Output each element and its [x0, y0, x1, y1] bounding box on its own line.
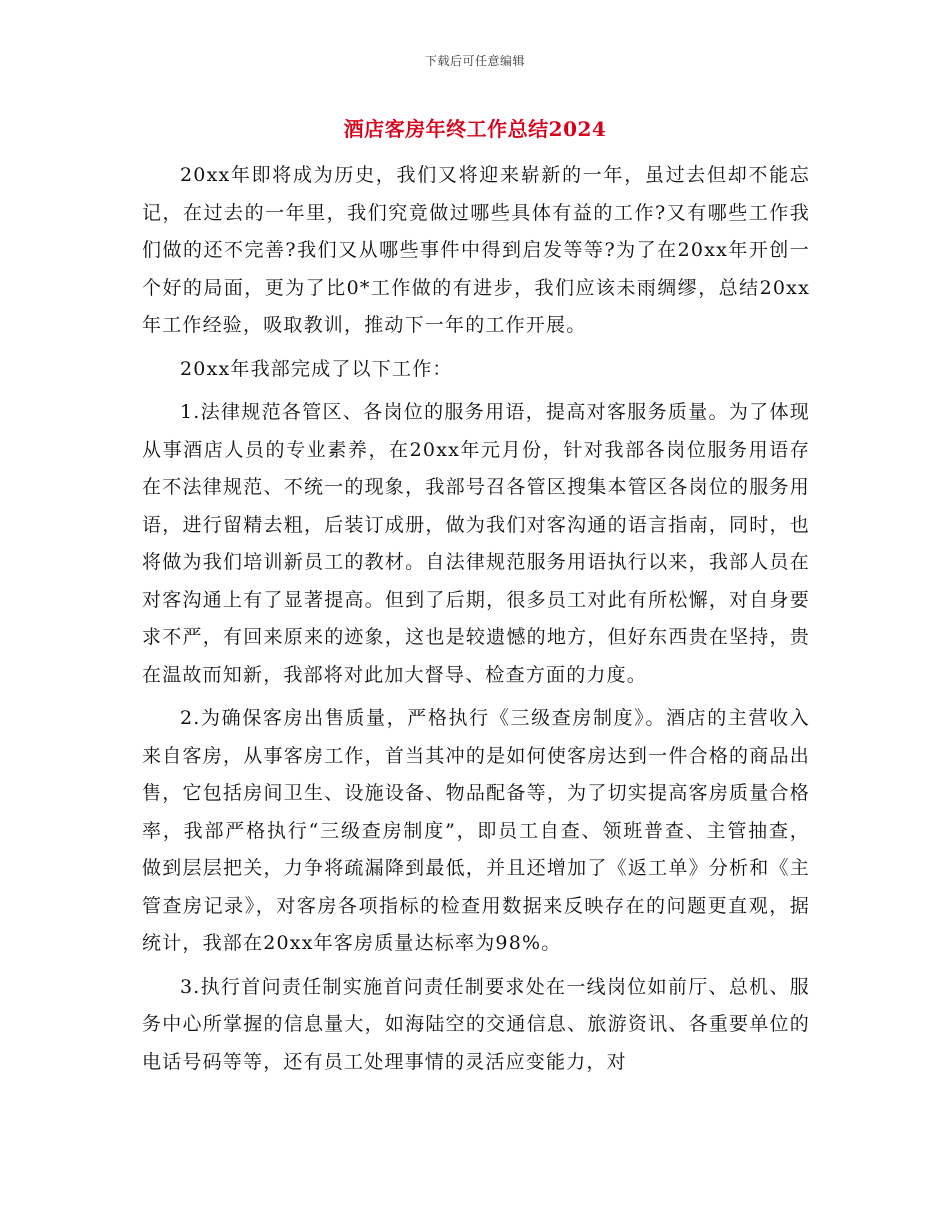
paragraph-item-3: 3.执行首问责任制实施首问责任制要求处在一线岗位如前厅、总机、服务中心所掌握的信息量大，如海陆空的交通信息、旅游资讯、各重要单位的电话号码等等，还有员工处理事情的灵活应变能力，对	[142, 975, 810, 1073]
paragraph-summary-heading: 20xx年我部完成了以下工作：	[180, 357, 453, 380]
paragraph-item-1: 1.法律规范各管区、各岗位的服务用语，提高对客服务质量。为了体现从事酒店人员的专业素养，在20xx年元月份，针对我部各岗位服务用语存在不法律规范、不统一的现象，我部号召各管区搜集本管区各岗位的服务用语，进行留精去粗，后装订成册，做为我们对客沟通的语言指南，同时，也将做为我们培训新员工的教材。自法律规范服务用语执行以来，我部人员在对客沟通上有了显著提高。但到了后期，很多员工对此有所松懈，对自身要求不严，有回来原来的迹象，这也是较遗憾的地方，但好东西贵在坚持，贵在温故而知新，我部将对此加大督导、检查方面的力度。	[142, 401, 810, 686]
paragraph-intro: 20xx年即将成为历史，我们又将迎来崭新的一年，虽过去但却不能忘记，在过去的一年里，我们究竟做过哪些具体有益的工作?又有哪些工作我们做的还不完善?我们又从哪些事件中得到启发等等?为了在20xx年开创一个好的局面，更为了比0*工作做的有进步，我们应该未雨绸缪，总结20xx年工作经验，吸取教训，推动下一年的工作开展。	[142, 164, 810, 336]
header-note: 下载后可任意编辑	[424, 54, 525, 68]
document-body	[142, 157, 810, 1087]
document-title: 酒店客房年终工作总结2024	[343, 117, 607, 141]
paragraph-item-2: 2.为确保客房出售质量，严格执行《三级查房制度》。酒店的主营收入来自客房，从事客房工作，首当其冲的是如何使客房达到一件合格的商品出售，它包括房间卫生、设施设备、物品配备等，为了切实提高客房质量合格率，我部严格执行“三级查房制度”，即员工自查、领班普查、主管抽查，做到层层把关，力争将疏漏降到最低，并且还增加了《返工单》分析和《主管查房记录》，对客房各项指标的检查用数据来反映存在的问题更直观，据统计，我部在20xx年客房质量达标率为98%。	[142, 707, 810, 954]
